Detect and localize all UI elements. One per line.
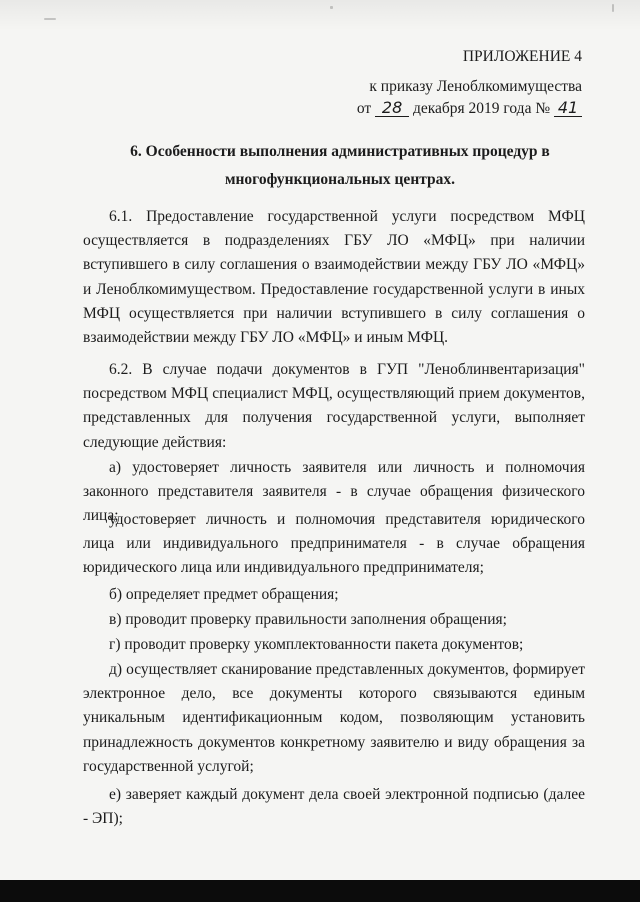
paragraph-6-2: 6.2. В случае подачи документов в ГУП "Леноблинвентаризация" посредством МФЦ специалист МФЦ, осуществляющий прием документов, представленных для получения государственной услуги, выполняет следующие действия:: [83, 361, 585, 451]
list-item-g: г) проводит проверку укомплектованности пакета документов;: [109, 636, 524, 653]
number-label: №: [535, 100, 551, 117]
order-reference: к приказу Леноблкомимущества: [369, 78, 582, 95]
scan-edge-shadow: [0, 0, 640, 30]
scan-bottom-edge: [0, 880, 640, 902]
handwritten-day: 28: [375, 100, 409, 117]
order-date-line: [357, 100, 582, 118]
list-item-e: е) заверяет каждый документ дела своей электронной подписью (далее - ЭП);: [83, 786, 585, 828]
list-item-d: д) осуществляет сканирование представленных документов, формирует электронное дело, все документы которого связываются единым уникальным идентификационным кодом, позволяющим установить принадлежность документов конкретному заявителю и виду обращения за государственной услугой;: [83, 661, 585, 775]
section-heading-line-2: многофункциональных центрах.: [224, 171, 456, 188]
section-heading-line-1: 6. Особенности выполнения административных процедур в: [130, 143, 550, 160]
appendix-title: ПРИЛОЖЕНИЕ 4: [462, 48, 582, 65]
scan-artifact: [612, 4, 614, 12]
scan-artifact: [44, 18, 56, 20]
date-prefix: от: [356, 100, 372, 117]
list-item-v: в) проводит проверку правильности заполнения обращения;: [109, 611, 507, 628]
list-item-a-continued: удостоверяет личность и полномочия представителя юридического лица или индивидуального предпринимателя - в случае обращения юридического лица или индивидуального предпринимателя;: [83, 511, 585, 577]
paragraph-6-1: 6.1. Предоставление государственной услуги посредством МФЦ осуществляется в подразделениях ГБУ ЛО «МФЦ» при наличии вступившего в силу соглашения о взаимодействии между ГБУ ЛО «МФЦ» и Леноблкомимуществом. Предоставление государственной услуги в иных МФЦ осуществляется при наличии вступившего в силу соглашения о взаимодействии между ГБУ ЛО «МФЦ» и иным МФЦ.: [83, 208, 585, 347]
scan-artifact: [330, 6, 333, 9]
handwritten-order-number: 41: [554, 100, 582, 117]
list-item-a: а) удостоверяет личность заявителя или личность и полномочия законного представителя заявителя - в случае обращения физического лица;: [83, 459, 585, 525]
list-item-b: б) определяет предмет обращения;: [109, 586, 339, 603]
date-text: декабря 2019 года: [412, 100, 532, 117]
